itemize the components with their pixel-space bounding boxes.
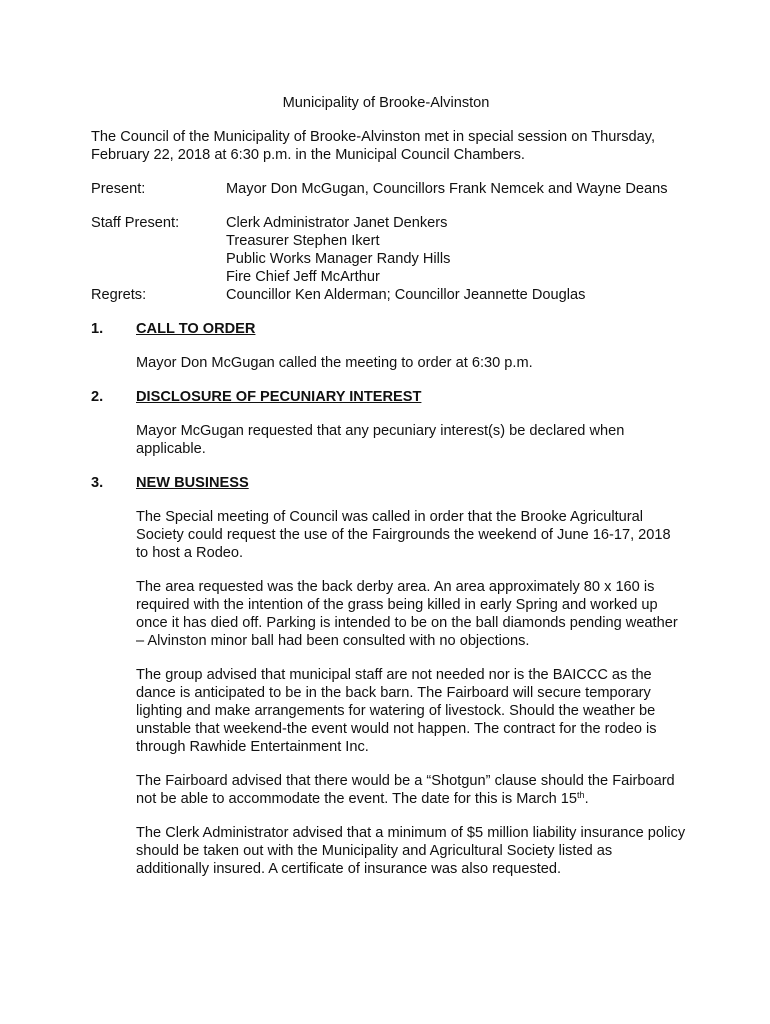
section-paragraph: The area requested was the back derby area. An area approximately 80 x 160 is required with the intention of the grass being killed in early Spring and worked up once it has died off. Parking is intended to be on the ball diamonds pending weather – Alvinston minor ball had been consulted with no objections. <box>136 579 678 649</box>
regrets-row <box>91 286 691 304</box>
intro-paragraph: The Council of the Municipality of Brooke-Alvinston met in special session on Thursday, February 22, 2018 at 6:30 p.m. in the Municipal Council Chambers. <box>91 129 656 163</box>
section-title: CALL TO ORDER <box>136 321 256 337</box>
minutes-page <box>91 94 691 894</box>
present-row <box>91 180 691 198</box>
section-number: 2. <box>91 389 104 405</box>
section-title: NEW BUSINESS <box>136 475 249 491</box>
staff-member: Public Works Manager Randy Hills <box>226 251 451 267</box>
staff-row <box>91 214 691 286</box>
section-paragraph: The group advised that municipal staff are not needed nor is the BAICCC as the dance is anticipated to be in the back barn. The Fairboard will secure temporary lighting and make arrangements for watering of livestock. Should the weather be unstable that weekend-the event would not happen. The contract for the rodeo is through Rawhide Entertainment Inc. <box>136 667 657 755</box>
section-number: 3. <box>91 475 104 491</box>
section-heading-new-business <box>91 474 691 492</box>
section-paragraph: The Special meeting of Council was called in order that the Brooke Agricultural Society could request the use of the Fairgrounds the weekend of June 16-17, 2018 to host a Rodeo. <box>136 509 671 561</box>
document-title: Municipality of Brooke-Alvinston <box>282 95 490 111</box>
regrets-label: Regrets: <box>91 287 147 303</box>
staff-member: Fire Chief Jeff McArthur <box>226 269 380 285</box>
insurance-paragraph: The Clerk Administrator advised that a minimum of $5 million liability insurance policy should be taken out with the Municipality and Agricultural Society listed as additionally insured. A certificate of insurance was also requested. <box>136 825 686 877</box>
section-paragraph: Mayor Don McGugan called the meeting to order at 6:30 p.m. <box>136 355 533 371</box>
regrets-value: Councillor Ken Alderman; Councillor Jeannette Douglas <box>226 287 586 303</box>
section-title: DISCLOSURE OF PECUNIARY INTEREST <box>136 389 422 405</box>
staff-label: Staff Present: <box>91 215 180 231</box>
section-heading-call-to-order <box>91 320 691 338</box>
shotgun-end: . <box>584 791 589 807</box>
present-value: Mayor Don McGugan, Councillors Frank Nemcek and Wayne Deans <box>226 181 668 197</box>
present-label: Present: <box>91 181 146 197</box>
staff-member: Clerk Administrator Janet Denkers <box>226 215 448 231</box>
section-number: 1. <box>91 321 104 337</box>
ordinal-suffix: th <box>577 790 585 800</box>
shotgun-clause-paragraph <box>136 772 686 808</box>
shotgun-text: The Fairboard advised that there would be a “Shotgun” clause should the Fairboard not be able to accommodate the event. The date for this is March 15 <box>136 773 675 807</box>
staff-member: Treasurer Stephen Ikert <box>226 233 380 249</box>
staff-list <box>226 214 691 286</box>
section-paragraph: Mayor McGugan requested that any pecuniary interest(s) be declared when applicable. <box>136 423 625 457</box>
section-heading-pecuniary-interest <box>91 388 691 406</box>
